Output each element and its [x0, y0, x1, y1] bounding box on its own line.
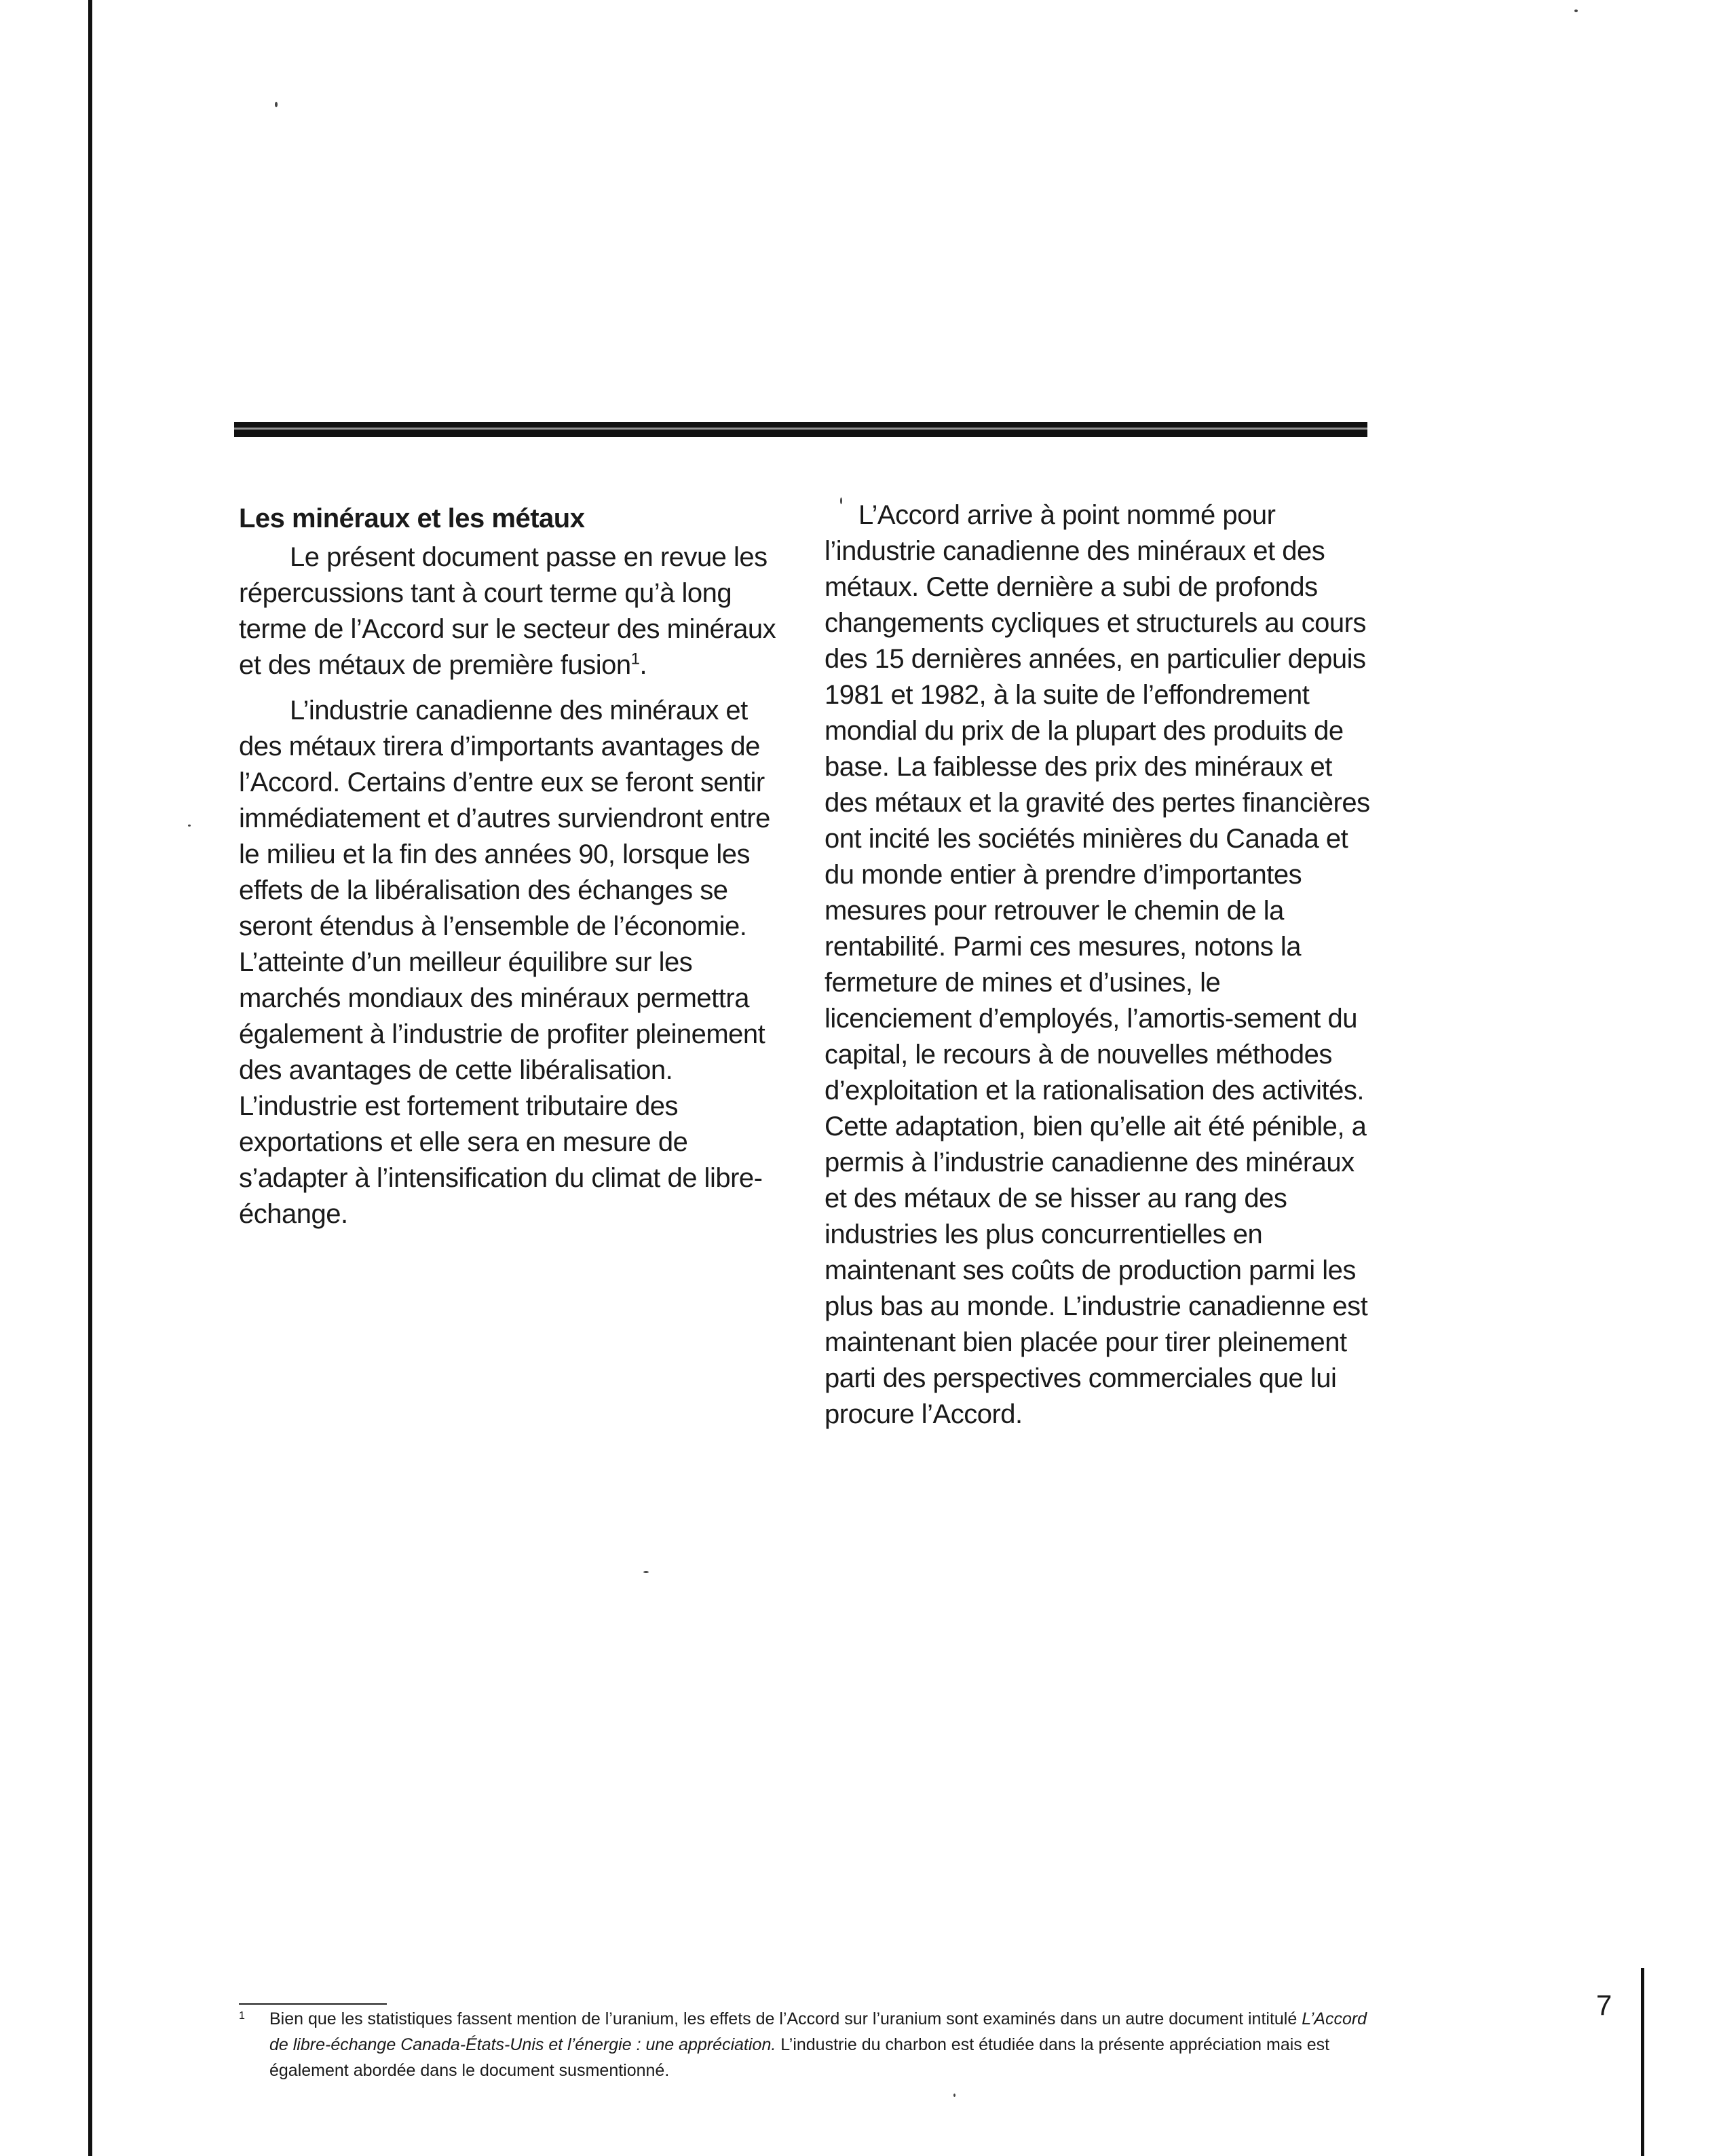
left-paragraph-1-text: Le présent document passe en revue les répercussions tant à court terme qu’à long terme de l’Accord sur le secteur des minéraux et des métaux de première fusion — [239, 542, 776, 680]
footnote-cited-title: L’Accord de libre-échange Canada-États-Unis et l’énergie : une appréciation. — [269, 2009, 1367, 2054]
footnote — [239, 2006, 1372, 2083]
scan-right-edge — [1641, 1968, 1644, 2156]
left-column — [239, 501, 789, 1242]
footnote-reference: 1 — [630, 649, 640, 668]
scan-speck — [643, 1571, 649, 1573]
right-paragraph-1: L’Accord arrive à point nommé pour l’industrie canadienne des minéraux et des métaux. Cette dernière a subi de profonds changements cycliques et structurels au cours des 15 dernières années, en particulier depuis 1981 et 1982, à la suite de l’effondrement mondial du prix de la plupart des produits de base. La faiblesse des prix des minéraux et des métaux et la gravité des pertes financières ont incité les sociétés minières du Canada et du monde entier à prendre d’importantes mesures pour retrouver le chemin de la rentabilité. Parmi ces mesures, notons la fermeture de mines et d’usines, le licenciement d’employés, l’amortis-sement du capital, le recours à de nouvelles méthodes d’exploitation et la rationalisation des activités. Cette adaptation, bien qu’elle ait été pénible, a permis à l’industrie canadienne des minéraux et des métaux de se hisser au rang des industries les plus concurrentielles en maintenant ses coûts de production parmi les plus bas au monde. L’industrie canadienne est maintenant bien placée pour tirer pleinement parti des perspectives commerciales que lui procure l’Accord. — [825, 500, 1370, 1429]
scan-speck — [840, 497, 842, 504]
scan-binding-edge — [88, 0, 92, 2156]
footnote-text-after: L’industrie du charbon est étudiée dans la présente appréciation mais est également abordée dans le document susmentionné. — [269, 2035, 1330, 2080]
left-paragraph-2: L’industrie canadienne des minéraux et des métaux tirera d’importants avantages de l’Accord. Certains d’entre eux se feront sentir immédiatement et d’autres surviendront entre le milieu et la fin des années 90, lorsque les effets de la libéralisation des échanges se seront étendus à l’ensemble de l’économie. L’atteinte d’un meilleur équilibre sur les marchés mondiaux des minéraux permettra également à l’industrie de profiter pleinement des avantages de cette libéralisation. L’industrie est fortement tributaire des exportations et elle sera en mesure de s’adapter à l’intensification du climat de libre-échange. — [239, 696, 770, 1229]
footnote-mark: 1 — [239, 2010, 245, 2022]
left-paragraph-1 — [239, 540, 789, 683]
footnote-text-before: Bien que les statistiques fassent mention de l’uranium, les effets de l’Accord sur l’uranium sont examinés dans un autre document intitulé — [269, 2009, 1302, 2028]
scan-speck — [1574, 10, 1578, 12]
page-number: 7 — [1596, 1989, 1612, 2021]
footnote-rule — [239, 2003, 387, 2005]
section-top-rule-highlight — [234, 428, 1367, 430]
scan-speck — [188, 825, 191, 827]
section-heading: Les minéraux et les métaux — [239, 504, 585, 533]
section-top-rule — [234, 422, 1367, 437]
scan-speck — [953, 2094, 955, 2097]
right-column — [825, 497, 1374, 1442]
left-paragraph-1-end: . — [639, 650, 647, 680]
scan-speck — [275, 102, 278, 107]
footnote-text — [239, 2006, 1372, 2083]
